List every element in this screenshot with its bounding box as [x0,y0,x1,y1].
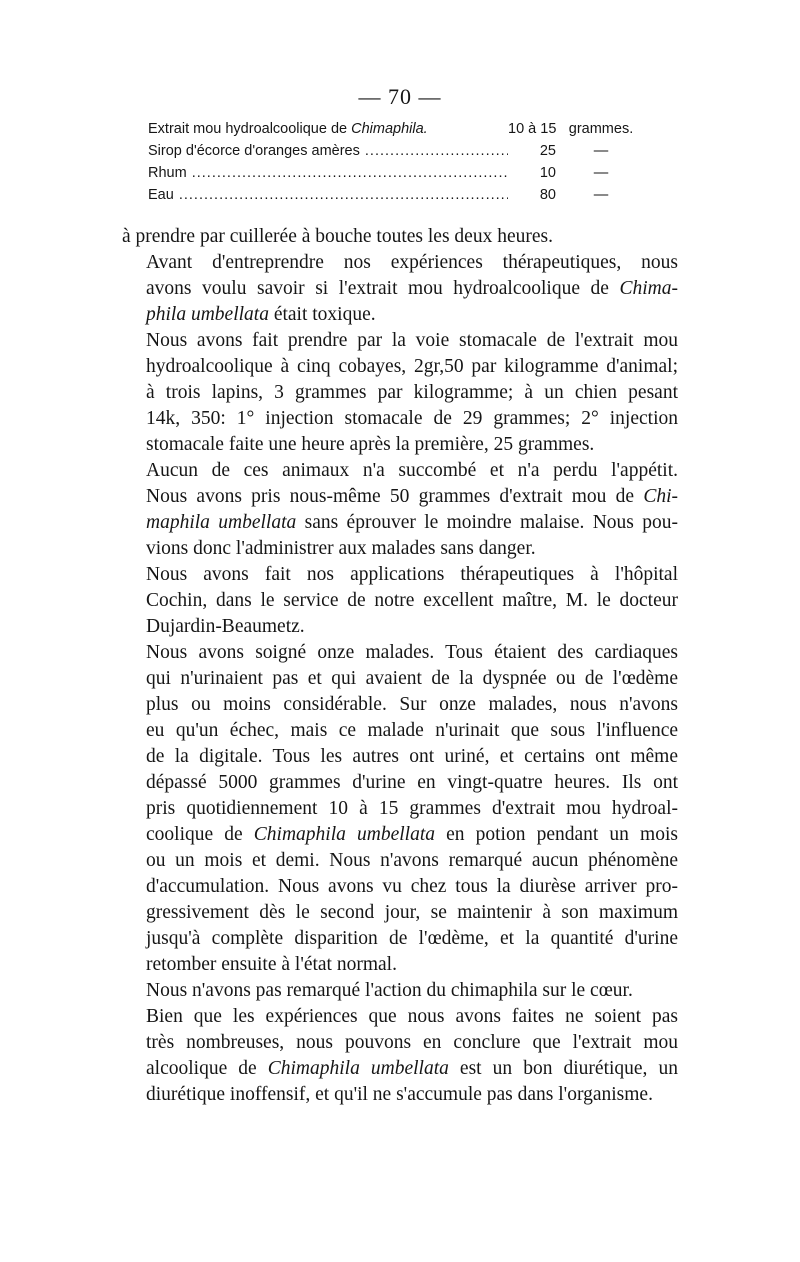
text-line [122,510,678,536]
recipe-row [148,118,668,140]
text-fragment: était toxique. [268,304,376,325]
text-line: Nous avons fait nos applications thérapeutiques à l'hôpital [146,564,678,585]
text-line: Aucun de ces animaux n'a succombé et n'a perdu l'appétit. [146,460,678,481]
species-name: Chimaphila umbellata [267,1058,449,1079]
recipe-ingredient-name: Eau [148,187,174,203]
paragraph [122,1004,678,1108]
recipe-ingredient-name: Sirop d'écorce d'oranges amères [148,143,360,159]
recipe-quantity [508,184,668,206]
recipe-row [148,162,668,184]
text-fragment: sans éprouver le moindre malaise. Nous pou- [296,512,678,533]
recipe-quantity [508,140,668,162]
text-line [122,1056,678,1082]
text-line: Avant d'entreprendre nos expériences thérapeutiques, nous [146,252,678,273]
recipe-ingredient [148,140,508,162]
species-name: Chi- [643,486,678,507]
text-fragment: est un bon diurétique, un [448,1058,678,1079]
recipe-quantity-value: 10 à 15 [508,121,557,137]
text-line: stomacale faite une heure après la première, 25 grammes. [146,434,595,455]
text-line: Dujardin-Beaumetz. [146,616,305,637]
recipe-ingredient [148,118,508,140]
recipe-ingredient-name: Rhum [148,165,187,181]
paragraph [122,250,678,328]
text-line: pris quotidiennement 10 à 15 grammes d'extrait mou hydroal- [146,798,678,819]
text-line [122,822,678,848]
text-fragment: coolique de [146,824,254,845]
text-line: dépassé 5000 grammes d'urine en vingt-quatre heures. Ils ont [146,772,678,793]
recipe-ingredient [148,184,508,206]
text-line: Nous n'avons pas remarqué l'action du chimaphila sur le cœur. [146,980,633,1001]
paragraph [122,224,678,250]
text-line: eu qu'un échec, mais ce malade n'urinait que sous l'influence [146,720,678,741]
recipe-quantity [508,162,668,184]
text-line: 14k, 350: 1° injection stomacale de 29 grammes; 2° injection [146,408,678,429]
recipe-quantity-unit: grammes. [568,121,634,137]
text-line: hydroalcoolique à cinq cobayes, 2gr,50 par kilogramme d'animal; [146,356,678,377]
recipe-quantity [508,118,668,140]
text-line: qui n'urinaient pas et qui avaient de la dyspnée ou de l'œdème [146,668,678,689]
recipe-quantity-value: 25 [539,143,556,159]
text-line: gressivement dès le second jour, se maintenir à son maximum [146,902,678,923]
text-line: vions donc l'administrer aux malades sans danger. [146,538,536,559]
recipe-ingredient-italic: Chimaphila. [351,121,428,137]
paragraph [122,328,678,458]
text-line: Bien que les expériences que nous avons faites ne soient pas [146,1006,678,1027]
recipe-quantity-value: 10 [539,165,556,181]
text-line: d'accumulation. Nous avons vu chez tous la diurèse arriver pro- [146,876,678,897]
text-line: Cochin, dans le service de notre excellent maître, M. le docteur [146,590,678,611]
page-number: — 70 — [358,84,442,109]
species-name: Chimaphila umbellata [253,824,435,845]
recipe-quantity-unit: — [593,143,609,159]
recipe-row [148,184,668,206]
text-line: plus ou moins considérable. Sur onze malades, nous n'avons [146,694,678,715]
text-line: diurétique inoffensif, et qu'il ne s'accumule pas dans l'organisme. [146,1084,653,1105]
paragraph [122,458,678,562]
recipe-quantity-value: 80 [539,187,556,203]
text-fragment: avons voulu savoir si l'extrait mou hydroalcoolique de [146,278,620,299]
text-line: jusqu'à complète disparition de l'œdème, et la quantité d'urine [146,928,678,949]
text-line: à prendre par cuillerée à bouche toutes les deux heures. [122,226,553,247]
text-fragment: alcoolique de [146,1058,268,1079]
body-text [122,224,678,1108]
species-name: Chima- [619,278,678,299]
text-line [122,302,678,328]
recipe-ingredient [148,162,508,184]
recipe-quantity-unit: — [593,165,609,181]
recipe-ingredient-name: Extrait mou hydroalcoolique de [148,121,352,137]
text-line [122,484,678,510]
text-line: Nous avons fait prendre par la voie stomacale de l'extrait mou [146,330,678,351]
recipe-quantity-unit: — [593,187,609,203]
recipe-row [148,140,668,162]
text-line [122,276,678,302]
text-line: Nous avons soigné onze malades. Tous étaient des cardiaques [146,642,678,663]
paragraph [122,978,678,1004]
species-name: maphila umbellata [146,512,297,533]
text-line: retomber ensuite à l'état normal. [146,954,397,975]
text-fragment: en potion pendant un mois [435,824,678,845]
text-line: très nombreuses, nous pouvons en conclure que l'extrait mou [146,1032,678,1053]
text-line: ou un mois et demi. Nous n'avons remarqué aucun phénomène [146,850,678,871]
text-line: à trois lapins, 3 grammes par kilogramme; à un chien pesant [146,382,678,403]
recipe-table [148,118,668,206]
text-fragment: Nous avons pris nous-même 50 grammes d'extrait mou de [146,486,644,507]
paragraph [122,640,678,978]
paragraph [122,562,678,640]
text-line: de la digitale. Tous les autres ont uriné, et certains ont même [146,746,678,767]
species-name: phila umbellata [146,304,269,325]
